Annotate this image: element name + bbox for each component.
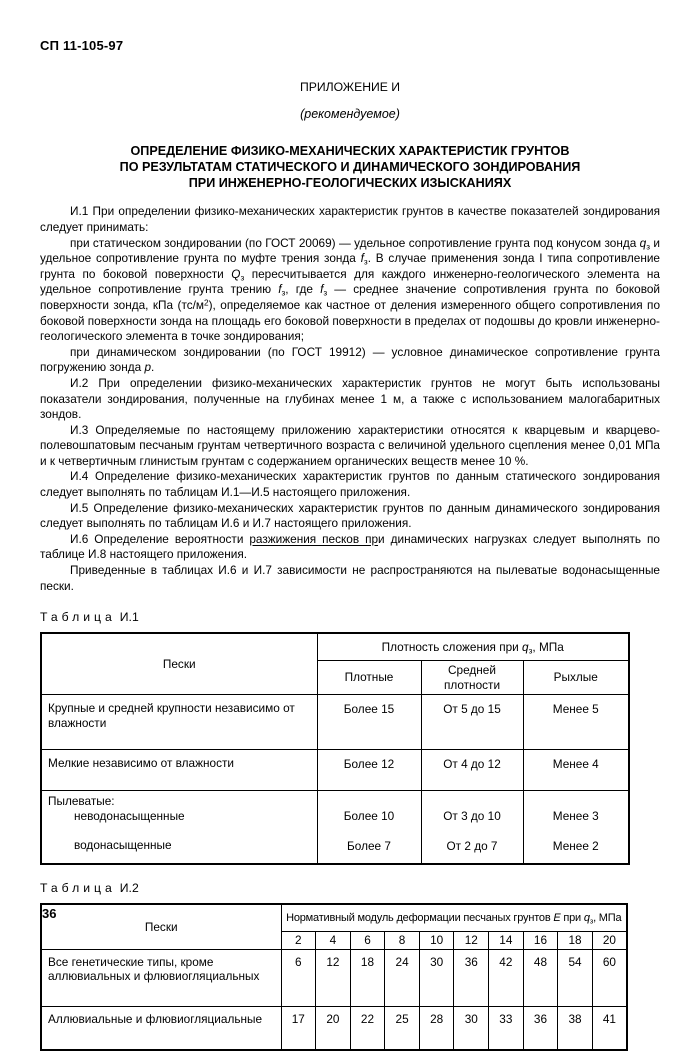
table-i2-row2-v6: 30: [454, 1006, 489, 1050]
table-i1-group-row1-val2: От 3 до 10: [443, 809, 501, 824]
appendix-note: (рекомендуемое): [300, 107, 400, 121]
table-i1-row2-val1: Более 12: [317, 750, 421, 791]
table-i2-label-word: Таблица: [40, 881, 116, 896]
table-i2-row1-v10: 60: [592, 949, 627, 1006]
table-i1-span-header: Плотность сложения при $q_з$, МПа: [317, 633, 629, 661]
table-i2-qz-5: 10: [419, 932, 454, 950]
table-i2-row2-v10: 41: [592, 1006, 627, 1050]
table-i2-row1-v3: 18: [350, 949, 385, 1006]
table-i2-header-row: [41, 904, 627, 932]
table-i2-qz-9: 18: [558, 932, 593, 950]
table-i1-group-name-cell: [41, 791, 317, 865]
paragraph-note-tables: Приведенные в таблицах И.6 и И.7 зависимости не распространяются на пылеватые водонасыщенные пески.: [40, 563, 660, 593]
paragraph-dynamic-sounding: при динамическом зондировании (по ГОСТ 19912) — условное динамическое сопротивление грунта погружению зонда p.: [40, 344, 660, 375]
table-i2-row2-v7: 33: [489, 1006, 524, 1050]
table-i1-group-row1-val1: Более 10: [343, 809, 395, 824]
table-i1-row1-val1: Более 15: [317, 695, 421, 750]
table-i1-group-col1: [317, 791, 421, 865]
paragraph-i6: И.6 Определение вероятности разжижения песков при динамических нагрузках следует выполнять по таблице И.8 настоящего приложения.: [40, 531, 660, 562]
table-i2-qz-1: 2: [281, 932, 316, 950]
paragraph-i4: И.4 Определение физико-механических характеристик грунтов по данным статического зондирования следует выполнять по таблицам И.1—И.5 настоящего приложения.: [40, 469, 660, 500]
table-i2-row1-v7: 42: [489, 949, 524, 1006]
table-i1-group-col3: [523, 791, 629, 865]
table-i2-row1-name: Все генетические типы, кроме аллювиальных и флювиогляциальных: [41, 949, 281, 1006]
table-i1-group-col2: [421, 791, 523, 865]
table-i1-group-row2-name: водонасыщенные: [74, 838, 172, 853]
paragraph-static-sounding: при статическом зондировании (по ГОСТ 20069) — удельное сопротивление грунта под конусом зонда $q_з$ и удельное сопротивление грунта по муфте трения зонда $f_з$. В случае применения зонда I типа сопротивление грунта по боковой поверхности $Q_з$ пересчитывается для каждого инженерно-геологического элемента на удельное сопротивление грунта трению $f_з$, где $f_з$ — среднее значение сопротивления грунта по боковой поверхности зонда, кПа $(тс/м^2)$, определяемое как частное от деления измеренного общего сопротивления по боковой поверхности зонда на площадь его боковой поверхности в пределах от подошвы до кровли инженерно-геологического элемента в точке зондирования;: [40, 235, 660, 344]
table-i2-label: [40, 881, 660, 895]
table-row-group-silty: [41, 791, 629, 865]
table-i2-qz-10: 20: [592, 932, 627, 950]
table-i1-row1-val3: Менее 5: [523, 695, 629, 750]
table-i2-row2-v2: 20: [316, 1006, 351, 1050]
table-i2-qz-3: 6: [350, 932, 385, 950]
table-row: [41, 750, 629, 791]
table-i2-row2-v1: 17: [281, 1006, 316, 1050]
table-i2-qz-8: 16: [523, 932, 558, 950]
table-i2-row1-v6: 36: [454, 949, 489, 1006]
appendix-heading: ПРИЛОЖЕНИЕ И: [299, 80, 401, 94]
table-i2-row1-v1: 6: [281, 949, 316, 1006]
page-number: 36: [42, 906, 57, 921]
table-i1-label-num: И.1: [119, 610, 139, 625]
table-i2-row2-name: Аллювиальные и флювиогляциальные: [41, 1006, 281, 1050]
table-row: [41, 949, 627, 1006]
title-line-3: ПРИ ИНЖЕНЕРНО-ГЕОЛОГИЧЕСКИХ ИЗЫСКАНИЯХ: [188, 175, 512, 190]
table-i1-subheader-medium: Средней плотности: [421, 661, 523, 695]
table-i1-header-row: [41, 633, 629, 661]
paragraph-i2: И.2 При определении физико-механических характеристик грунтов не могут быть использованы показатели зондирования, полученные на глубинах менее 1 м, а также с использованием малогабаритных зондов.: [40, 375, 660, 422]
table-i2-qz-4: 8: [385, 932, 420, 950]
table-i2-row2-v5: 28: [419, 1006, 454, 1050]
table-i1-row2-val2: От 4 до 12: [421, 750, 523, 791]
table-i2-qz-7: 14: [489, 932, 524, 950]
table-i2-row2-v9: 38: [558, 1006, 593, 1050]
table-i2-row1-v5: 30: [419, 949, 454, 1006]
paragraph-i5: И.5 Определение физико-механических характеристик грунтов по данным динамического зондирования следует выполнять по таблицам И.6 и И.7 настоящего приложения.: [40, 500, 660, 531]
table-i1-row2-name: Мелкие независимо от влажности: [41, 750, 317, 791]
table-i1-row2-val3: Менее 4: [523, 750, 629, 791]
table-i2-row2-v8: 36: [523, 1006, 558, 1050]
table-i1-label-word: Таблица: [40, 610, 116, 625]
table-i2-label-num: И.2: [119, 881, 139, 896]
title-line-2: ПО РЕЗУЛЬТАТАМ СТАТИЧЕСКОГО И ДИНАМИЧЕСКОГО ЗОНДИРОВАНИЯ: [119, 159, 581, 174]
table-i1-group-row1-name: неводонасыщенные: [74, 808, 185, 823]
table-i2-row1-v9: 54: [558, 949, 593, 1006]
table-i1-row1-val2: От 5 до 15: [421, 695, 523, 750]
table-i2-qz-2: 4: [316, 932, 351, 950]
table-i2-qz-6: 12: [454, 932, 489, 950]
table-i2-row1-v2: 12: [316, 949, 351, 1006]
table-i1-subheader-loose: Рыхлые: [523, 661, 629, 695]
paragraph-i3: И.3 Определяемые по настоящему приложению характеристики относятся к кварцевым и кварцево-полевошпатовым песчаным грунтам четвертичного возраста с величиной удельного сцепления менее 0,01 МПа и к четвертичным глинистым грунтам с содержанием органических веществ менее 10 %.: [40, 422, 660, 468]
table-i2-row1-v8: 48: [523, 949, 558, 1006]
table-i2-row1-v4: 24: [385, 949, 420, 1006]
table-row: [41, 695, 629, 750]
table-i1-group-title: Пылеватые:: [48, 794, 115, 809]
table-i1-label: [40, 610, 660, 624]
doc-code: СП 11-105-97: [40, 38, 124, 53]
table-row: [41, 1006, 627, 1050]
table-i2-row2-v4: 25: [385, 1006, 420, 1050]
table-i1-row1-name: Крупные и средней крупности независимо от влажности: [41, 695, 317, 750]
table-i1-group-row2-val1: Более 7: [347, 838, 391, 853]
paragraph-i1-intro: И.1 При определении физико-механических характеристик грунтов в качестве показателей зондирования следует принимать:: [40, 204, 660, 234]
page-title: [40, 144, 660, 191]
table-i2-col-sands: Пески: [41, 904, 281, 949]
body-text: [40, 204, 660, 594]
table-i2-row2-v3: 22: [350, 1006, 385, 1050]
table-i1-col-sands: Пески: [41, 633, 317, 695]
table-i2-span-header: Нормативный модуль деформации песчаных грунтов E при $q_з$, МПа: [281, 904, 627, 932]
title-line-1: ОПРЕДЕЛЕНИЕ ФИЗИКО-МЕХАНИЧЕСКИХ ХАРАКТЕРИСТИК ГРУНТОВ: [130, 144, 570, 158]
table-i2: [40, 903, 628, 1051]
table-i1-group-row2-val3: Менее 2: [552, 838, 599, 853]
table-i1-subheader-dense: Плотные: [317, 661, 421, 695]
table-i1-group-row1-val3: Менее 3: [552, 809, 599, 824]
table-i1-group-row2-val2: От 2 до 7: [446, 838, 498, 853]
table-i1: [40, 632, 630, 865]
